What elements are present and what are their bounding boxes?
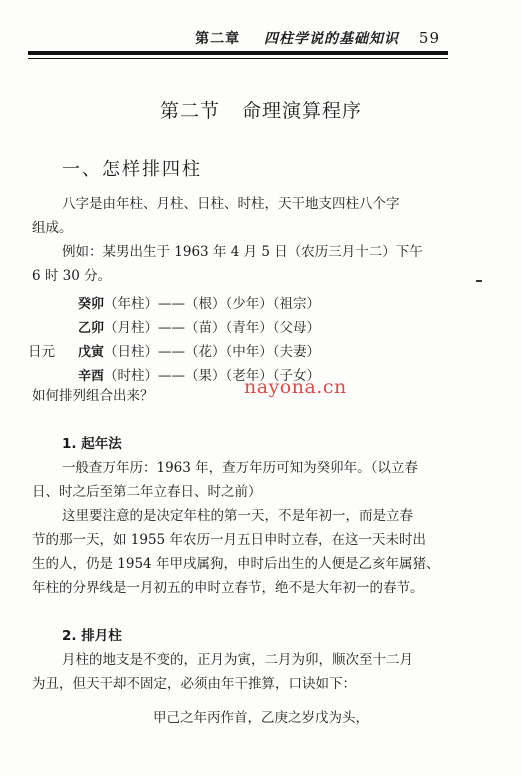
pillar-chars: 癸卯: [78, 297, 105, 312]
pillar-desc: （月柱）——（苗）（青年）（父母）: [104, 320, 321, 336]
example-row-day: [28, 340, 320, 360]
heading-month-pillar: 2. 排月柱: [62, 628, 122, 644]
text-line: 为丑，但天干却不固定，必须由年干推算，口诀如下：: [32, 676, 356, 692]
pillar-chars: 戊寅: [78, 345, 105, 360]
stray-mark: [476, 280, 482, 282]
row-label: 日元: [28, 344, 55, 360]
pillar-chars: 乙卯: [78, 321, 105, 336]
heading-year-method: 1. 起年法: [62, 436, 122, 452]
text-line: 节的那一天，如 1955 年农历一月五日申时立春，在这一天未时出: [32, 532, 426, 548]
header-rule-thin: [28, 58, 448, 59]
page-number: 59: [418, 29, 440, 47]
section-number: 第二节: [159, 100, 220, 122]
text-line: 日、时之后至第二年立春日、时之前）: [32, 484, 262, 500]
text-line: 年柱的分界线是一月初五的申时立春节，绝不是大年初一的春节。: [32, 580, 424, 596]
watermark: nayona.cn: [244, 376, 347, 398]
text-line: 组成。: [32, 220, 73, 236]
header-rule-thick: [28, 51, 448, 55]
pillar-desc: （时柱）——（果）（老年）（子女）: [104, 368, 321, 384]
year-paragraph-1: [32, 456, 468, 504]
example-row-month: [28, 316, 320, 336]
pillar-desc: （年柱）——（根）（少年）（祖宗）: [104, 296, 321, 312]
text-line: 生的人，仍是 1954 年甲戌属狗，申时后出生的人便是乙亥年属猪、: [32, 556, 440, 572]
example-row-year: [28, 292, 320, 312]
example-intro-paragraph: [32, 240, 468, 288]
text-line: 八字是由年柱、月柱、日柱、时柱，天干地支四柱八个字: [62, 196, 400, 212]
text-line: 一般查万年历：1963 年，查万年历可知为癸卯年。（以立春: [62, 460, 418, 476]
text-line: 6 时 30 分。: [32, 268, 112, 284]
header-chapter: 第二章: [195, 31, 241, 47]
heading-how-to-arrange: 一、怎样排四柱: [62, 159, 202, 180]
pillar-chars: 辛酉: [78, 369, 105, 384]
text-line: 月柱的地支是不变的，正月为寅，二月为卯，顺次至十二月: [62, 652, 413, 668]
mnemonic-verse: 甲己之年丙作首，乙庚之岁戊为头，: [153, 710, 369, 726]
question-line: 如何排列组合出来？: [32, 388, 154, 404]
year-paragraph-2: [32, 504, 468, 600]
section-name: 命理演算程序: [242, 100, 363, 122]
section-title: [0, 96, 522, 123]
header-topic: 四柱学说的基础知识: [264, 31, 400, 47]
text-line: 这里要注意的是决定年柱的第一天，不是年初一，而是立春: [62, 508, 413, 524]
month-paragraph-1: [32, 648, 468, 696]
pillar-desc: （日柱）——（花）（中年）（夫妻）: [104, 344, 321, 360]
intro-paragraph: [32, 192, 468, 240]
running-header: [0, 28, 440, 48]
text-line: 例如：某男出生于 1963 年 4 月 5 日（农历三月十二）下午: [62, 244, 423, 260]
